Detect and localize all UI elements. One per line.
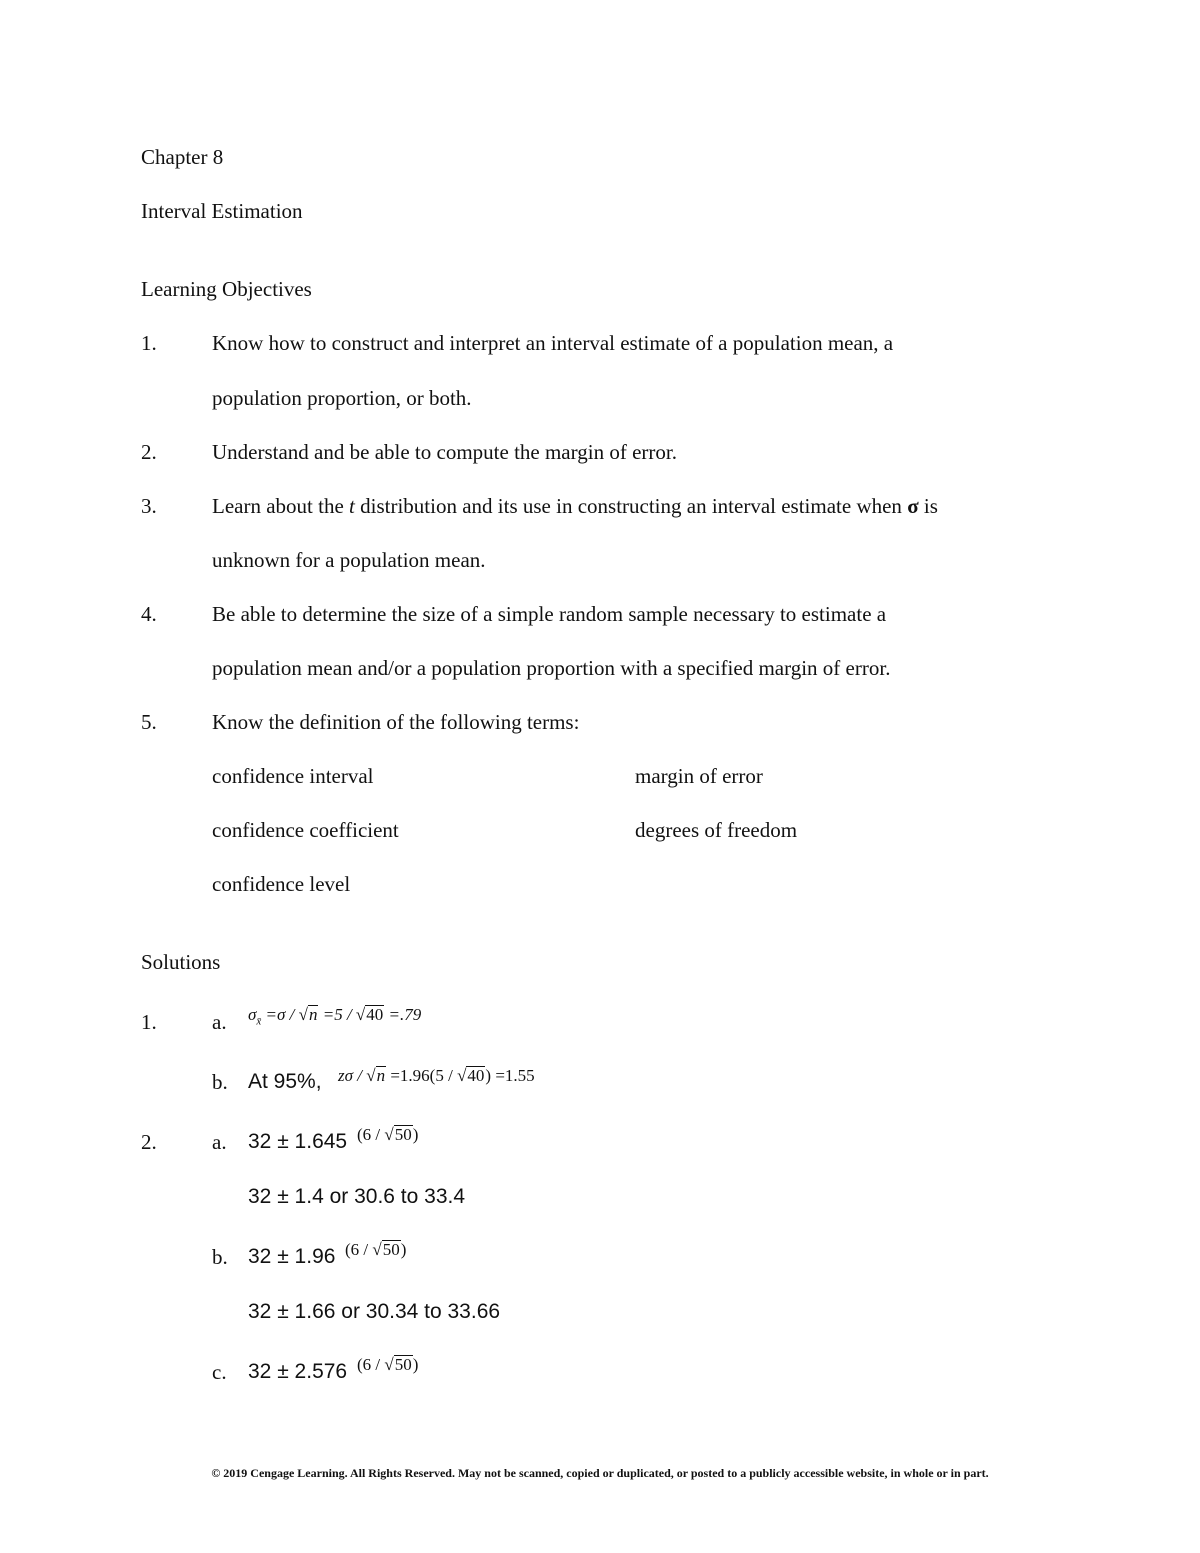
solution-number: 1. xyxy=(141,1010,157,1034)
solution-result: 32 ± 1.4 or 30.6 to 33.4 xyxy=(248,1185,466,1208)
objective-text: population proportion, or both. xyxy=(212,386,472,410)
radicand: 40 xyxy=(467,1066,485,1085)
equation-part: =5 / xyxy=(318,1005,356,1024)
radicand: 50 xyxy=(394,1355,412,1374)
t-symbol: t xyxy=(349,494,355,518)
radicand: 40 xyxy=(366,1005,384,1024)
solution-result: 32 ± 1.66 or 30.34 to 33.66 xyxy=(248,1300,501,1323)
term: degrees of freedom xyxy=(635,818,798,842)
term: confidence interval xyxy=(212,764,374,788)
sigma-symbol: σ xyxy=(907,494,919,518)
equation-part: (6 / xyxy=(357,1355,385,1374)
solution-text: At 95%, xyxy=(248,1070,322,1093)
objective-number: 1. xyxy=(141,331,157,355)
solution-number: 2. xyxy=(141,1130,157,1154)
equation-part: zσ / xyxy=(338,1066,367,1085)
equation: (6 / √50) xyxy=(357,1125,419,1144)
part-label: c. xyxy=(212,1360,227,1384)
part-label: b. xyxy=(212,1245,228,1269)
solution-text: 32 ± 2.576 xyxy=(248,1360,348,1383)
equation-part: =σ / xyxy=(261,1005,299,1024)
objective-number: 2. xyxy=(141,440,157,464)
radicand: 50 xyxy=(394,1125,412,1144)
equation-part: ) xyxy=(412,1125,419,1144)
chapter-title: Interval Estimation xyxy=(141,199,303,223)
objective-text-part: Learn about the xyxy=(212,494,350,518)
objectives-heading: Learning Objectives xyxy=(141,277,312,301)
objective-text-part: distribution and its use in constructing an interval estimate when xyxy=(354,494,908,518)
radicand: n xyxy=(376,1066,386,1085)
equation: (6 / √50) xyxy=(345,1240,407,1259)
equation: $\sigma_{x̄} =\sigma / √n =5 / √40 =.79$ xyxy=(248,1005,422,1028)
term: confidence coefficient xyxy=(212,818,399,842)
term: margin of error xyxy=(635,764,763,788)
objective-text: Know how to construct and interpret an interval estimate of a population mean, a xyxy=(212,331,894,355)
equation-part: =.79 xyxy=(384,1005,422,1024)
part-label: a. xyxy=(212,1130,227,1154)
equation-part: (6 / xyxy=(357,1125,385,1144)
chapter-label: Chapter 8 xyxy=(141,145,224,169)
xbar-subscript: x̄ xyxy=(256,1015,262,1028)
equation-part: ) xyxy=(412,1355,419,1374)
radicand: 50 xyxy=(382,1240,400,1259)
equation-part: ) =1.55 xyxy=(485,1066,535,1085)
equation: (6 / √50) xyxy=(357,1355,419,1374)
objective-text: Understand and be able to compute the margin of error. xyxy=(212,440,677,464)
objective-text xyxy=(212,493,938,519)
objective-text: population mean and/or a population proportion with a specified margin of error. xyxy=(212,656,891,680)
objective-text: Be able to determine the size of a simple random sample necessary to estimate a xyxy=(212,602,887,626)
radicand: n xyxy=(308,1005,318,1024)
part-label: a. xyxy=(212,1010,227,1034)
equation-part: =1.96(5 / xyxy=(386,1066,458,1085)
solution-text: 32 ± 1.645 xyxy=(248,1130,348,1153)
objective-number: 3. xyxy=(141,494,157,518)
sigma-symbol: σ xyxy=(248,1005,257,1024)
part-label: b. xyxy=(212,1070,228,1094)
equation-part: (6 / xyxy=(345,1240,373,1259)
objective-text: unknown for a population mean. xyxy=(212,548,486,572)
objective-text-part: is xyxy=(918,494,938,518)
equation: zσ / √n =1.96(5 / √40) =1.55 xyxy=(338,1066,535,1085)
solution-text: 32 ± 1.96 xyxy=(248,1245,336,1268)
objective-number: 5. xyxy=(141,710,157,734)
equation-part: ) xyxy=(400,1240,407,1259)
objective-number: 4. xyxy=(141,602,157,626)
term: confidence level xyxy=(212,872,351,896)
copyright-footer: © 2019 Cengage Learning. All Rights Reserved. May not be scanned, copied or duplicated, or posted to a publicly accessible website, in whole or in part. xyxy=(211,1466,989,1480)
solutions-heading: Solutions xyxy=(141,950,221,974)
objective-text: Know the definition of the following terms: xyxy=(212,710,580,734)
